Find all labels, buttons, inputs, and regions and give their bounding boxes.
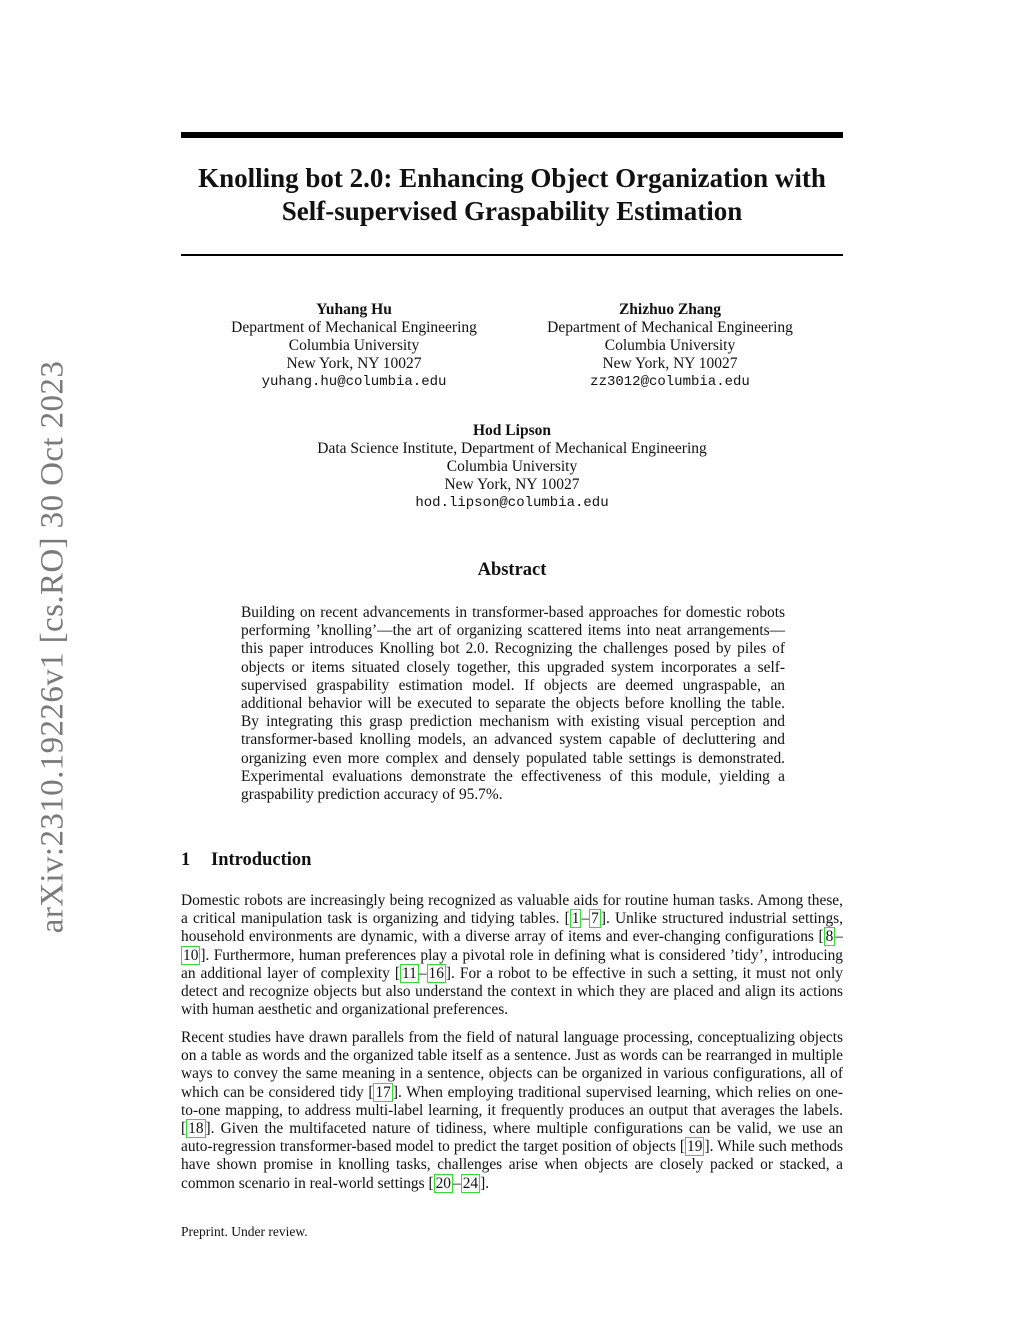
paragraph-text: Recent studies have drawn parallels from the field of natural language processing, conceptualizing objects on a table as words and the organized table itself as a sentence. Just as words can be rearranged in multiple ways to convey the same meaning in a sentence, objects can be organized in various configurations, all of which can be considered tidy [ xyxy=(181,1029,843,1101)
citation-link[interactable]: 10 xyxy=(183,946,199,964)
citation-range-separator: – xyxy=(835,928,843,946)
citation-range-separator: – xyxy=(452,1174,461,1192)
paragraph-text: ]. Furthermore, human preferences play a pivotal role in defining what is considered ’tidy’, introducing an additional layer of complexity [ xyxy=(181,946,843,982)
citation-link[interactable]: 8 xyxy=(825,928,834,946)
citation-link[interactable]: 24 xyxy=(462,1174,479,1192)
author-institution: Columbia University xyxy=(288,337,420,354)
author-affiliation: Department of Mechanical Engineering xyxy=(547,319,793,336)
title-bottom-rule xyxy=(181,254,843,256)
citation-link[interactable]: 18 xyxy=(188,1120,204,1138)
author-email[interactable]: hod.lipson@columbia.edu xyxy=(415,495,609,511)
paragraph-text: ]. Given the multifaceted nature of tidiness, where multiple configurations can be valid, we use an auto-regression transformer-based model to predict the target position of objects [ xyxy=(181,1120,843,1156)
title-top-rule xyxy=(181,132,843,138)
author-block xyxy=(262,422,762,512)
citation-range-separator: – xyxy=(581,910,590,928)
author-name: Zhizhuo Zhang xyxy=(618,301,722,318)
page-footer: Preprint. Under review. xyxy=(181,1224,308,1239)
section-number: 1 xyxy=(181,850,191,870)
paper-title: Knolling bot 2.0: Enhancing Object Organization with Self-supervised Graspability Estimation xyxy=(198,163,826,226)
paragraph-text: ]. When employing traditional supervised learning, which relies on one-to-one mapping, to address multi-label learning, it frequently produces an output that averages the labels. [ xyxy=(181,1083,843,1138)
paragraph-text: ]. For a robot to be effective in such a setting, it must not only detect and recognize objects but also understand the context in which they are placed and align its actions with human aesthetic and organizational preferences. xyxy=(181,964,843,1019)
author-block xyxy=(204,301,504,391)
author-address: New York, NY 10027 xyxy=(444,476,580,493)
abstract-text: Building on recent advancements in transformer-based approaches for domestic robots performing ’knolling’—the art of organizing scattered items into neat arrangements—this paper introduces Knolling bot 2.0. Recognizing the challenges posed by piles of objects or items situated closely together, this upgraded system incorporates a self-supervised graspability estimation model. If objects are deemed ungraspable, an additional behavior will be executed to separate the objects before knolling the table. By integrating this grasp prediction mechanism with existing visual perception and transformer-based knolling models, an advanced system capable of decluttering and organizing even more complex and densely populated table settings is demonstrated. Experimental evaluations demonstrate the effectiveness of this module, yielding a graspability prediction accuracy of 95.7%. xyxy=(241,604,785,804)
body-paragraph xyxy=(181,1029,843,1193)
citation-link[interactable]: 7 xyxy=(591,910,599,928)
author-email[interactable]: yuhang.hu@columbia.edu xyxy=(261,374,447,390)
citation-link[interactable]: 16 xyxy=(428,964,444,982)
citation-link[interactable]: 20 xyxy=(435,1174,451,1192)
citation-link[interactable]: 19 xyxy=(687,1138,703,1156)
paragraph-text: ]. xyxy=(480,1174,490,1192)
section-heading xyxy=(181,850,311,871)
paragraph-text: Domestic robots are increasingly being recognized as valuable aids for routine human tasks. Among these, a critical manipulation task is organizing and tidying tables. [ xyxy=(181,892,843,928)
arxiv-identifier[interactable]: arXiv:2310.19226v1 [cs.RO] 30 Oct 2023 xyxy=(34,360,71,934)
author-institution: Columbia University xyxy=(446,458,578,475)
paragraph-text: ]. Unlike structured industrial settings, household environments are dynamic, with a diverse array of items and ever-changing configurations [ xyxy=(181,910,843,946)
author-address: New York, NY 10027 xyxy=(286,355,422,372)
author-email[interactable]: zz3012@columbia.edu xyxy=(590,374,750,390)
citation-range-separator: – xyxy=(418,964,427,982)
paragraph-text: ]. While such methods have shown promise in knolling tasks, challenges arise when objects are closely packed or stacked, a common scenario in real-world settings [ xyxy=(181,1138,843,1192)
author-address: New York, NY 10027 xyxy=(602,355,738,372)
author-block xyxy=(520,301,820,391)
section-title: Introduction xyxy=(211,850,312,870)
abstract-heading: Abstract xyxy=(477,560,547,580)
citation-link[interactable]: 11 xyxy=(402,964,417,982)
author-affiliation: Data Science Institute, Department of Mechanical Engineering xyxy=(317,440,707,457)
author-name: Yuhang Hu xyxy=(316,301,392,318)
author-institution: Columbia University xyxy=(604,337,736,354)
author-affiliation: Department of Mechanical Engineering xyxy=(231,319,477,336)
body-paragraph xyxy=(181,892,843,1019)
citation-link[interactable]: 1 xyxy=(571,910,580,928)
author-name: Hod Lipson xyxy=(473,422,551,439)
citation-link[interactable]: 17 xyxy=(375,1083,391,1101)
